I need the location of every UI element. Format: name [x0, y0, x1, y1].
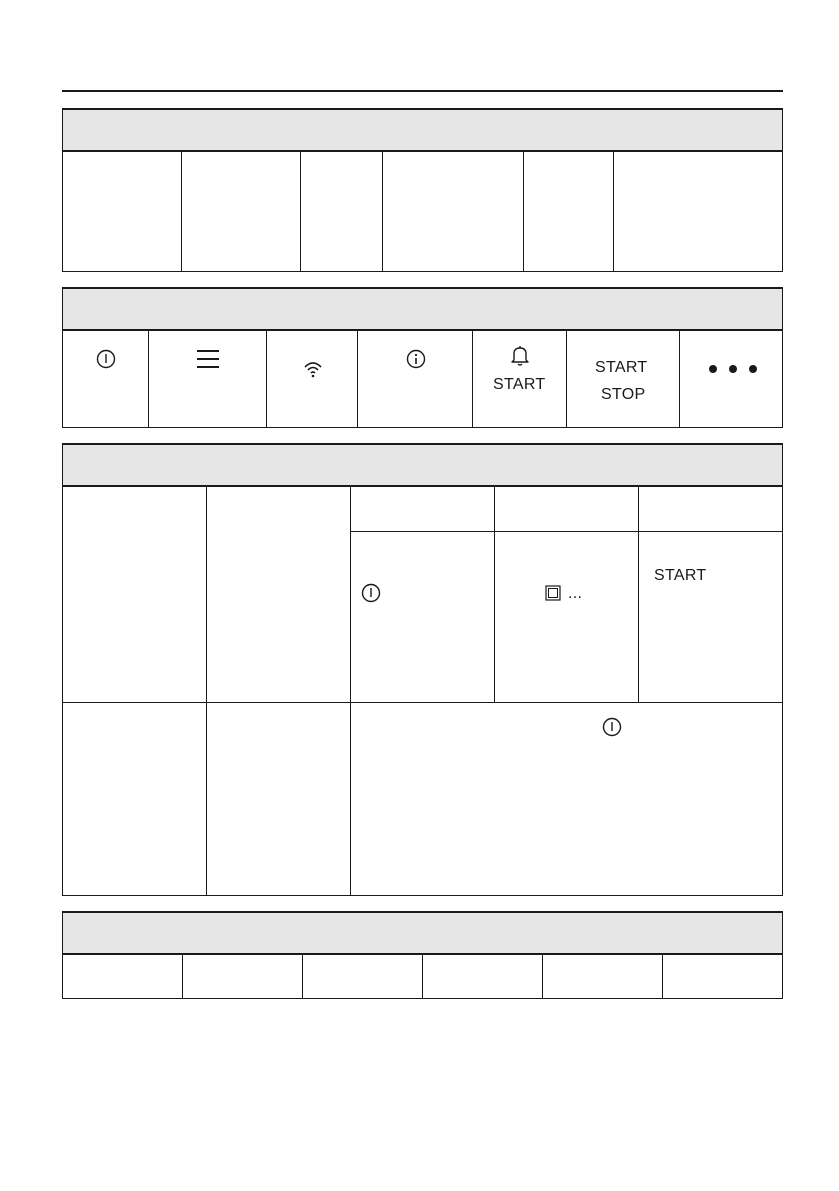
- start-label: START: [654, 567, 707, 584]
- power-icon: [361, 583, 381, 603]
- table-1: [62, 108, 783, 272]
- table-4: [62, 911, 783, 999]
- control-panel-header: [63, 289, 782, 331]
- page-top-rule: [62, 90, 783, 92]
- timer-start-label: START: [493, 376, 546, 393]
- info-icon: [406, 349, 426, 369]
- operation-table: [62, 443, 783, 896]
- stop-label: STOP: [601, 386, 646, 403]
- more-dots-icon: [709, 365, 757, 373]
- table-4-header: [63, 913, 782, 955]
- table-1-header: [63, 110, 782, 152]
- bell-icon: [510, 345, 530, 367]
- power-icon: [602, 717, 622, 737]
- wifi-icon: [303, 360, 323, 378]
- start-label: START: [595, 359, 648, 376]
- power-icon: [96, 349, 116, 369]
- oven-display-icon: [545, 585, 561, 601]
- operation-table-header: [63, 445, 782, 487]
- display-ellipsis: ...: [568, 585, 583, 602]
- control-panel-table: [62, 287, 783, 428]
- menu-icon: [196, 349, 220, 369]
